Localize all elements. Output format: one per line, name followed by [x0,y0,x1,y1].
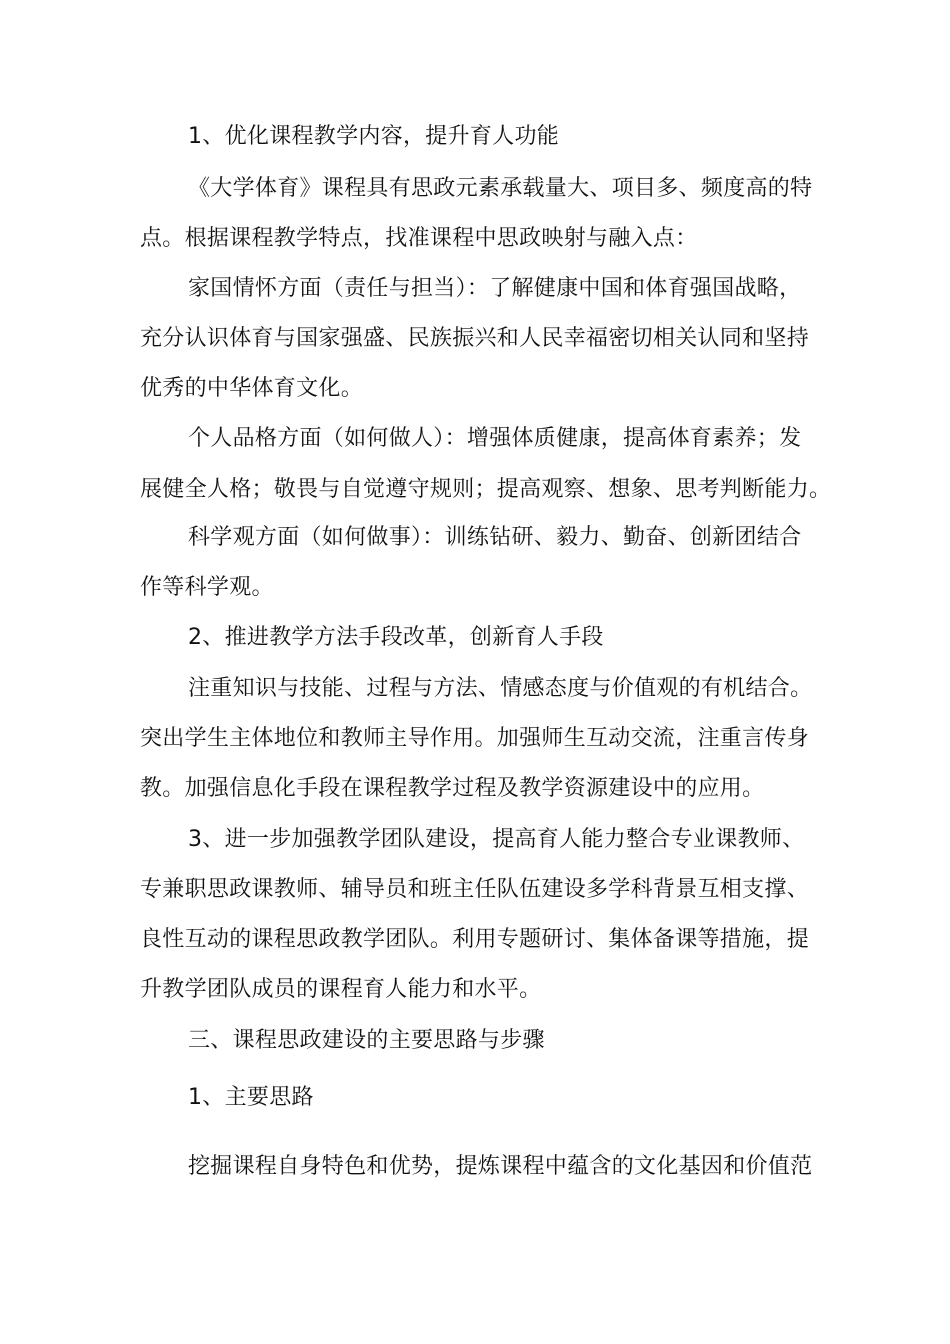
paragraph-line: 科学观方面（如何做事）：训练钻研、毅力、勤奋、创新团结合 [188,525,802,550]
paragraph-line: 作等科学观。 [140,575,274,600]
paragraph-line: 点。根据课程教学特点，找准课程中思政映射与融入点： [140,226,698,251]
paragraph-line: 挖掘课程自身特色和优势，提炼课程中蕴含的文化基因和价值范 [188,1154,813,1179]
paragraph-line: 注重知识与技能、过程与方法、情感态度与价值观的有机结合。 [188,676,813,701]
paragraph-line: 优秀的中华体育文化。 [140,376,364,401]
heading-1-optimize-content: 1、优化课程教学内容，提升育人功能 [188,124,560,149]
paragraph-line: 专兼职思政课教师、辅导员和班主任队伍建设多学科背景互相支撑、 [140,877,810,902]
paragraph-line: 充分认识体育与国家强盛、民族振兴和人民幸福密切相关认同和坚持 [140,326,810,351]
paragraph-line: 展健全人格；敬畏与自觉遵守规则；提高观察、想象、思考判断能力。 [140,477,832,502]
paragraph-line: 《大学体育》课程具有思政元素承载量大、项目多、频度高的特 [188,176,813,201]
paragraph-line: 个人品格方面（如何做人）：增强体质健康，提高体育素养；发 [188,426,802,451]
heading-2-teaching-reform: 2、推进教学方法手段改革，创新育人手段 [188,625,604,650]
heading-main-ideas: 1、主要思路 [188,1085,314,1110]
paragraph-line: 良性互动的课程思政教学团队。利用专题研讨、集体备课等措施，提 [140,927,810,952]
paragraph-line: 家国情怀方面（责任与担当）：了解健康中国和体育强国战略， [188,276,802,301]
paragraph-line: 升教学团队成员的课程育人能力和水平。 [140,977,542,1002]
paragraph-line: 教。加强信息化手段在课程教学过程及教学资源建设中的应用。 [140,776,765,801]
section-heading-three: 三、课程思政建设的主要思路与步骤 [188,1028,545,1053]
paragraph-line: 突出学生主体地位和教师主导作用。加强师生互动交流，注重言传身 [140,726,810,751]
heading-3-team-building: 3、进一步加强教学团队建设，提高育人能力整合专业课教师、 [188,827,805,852]
